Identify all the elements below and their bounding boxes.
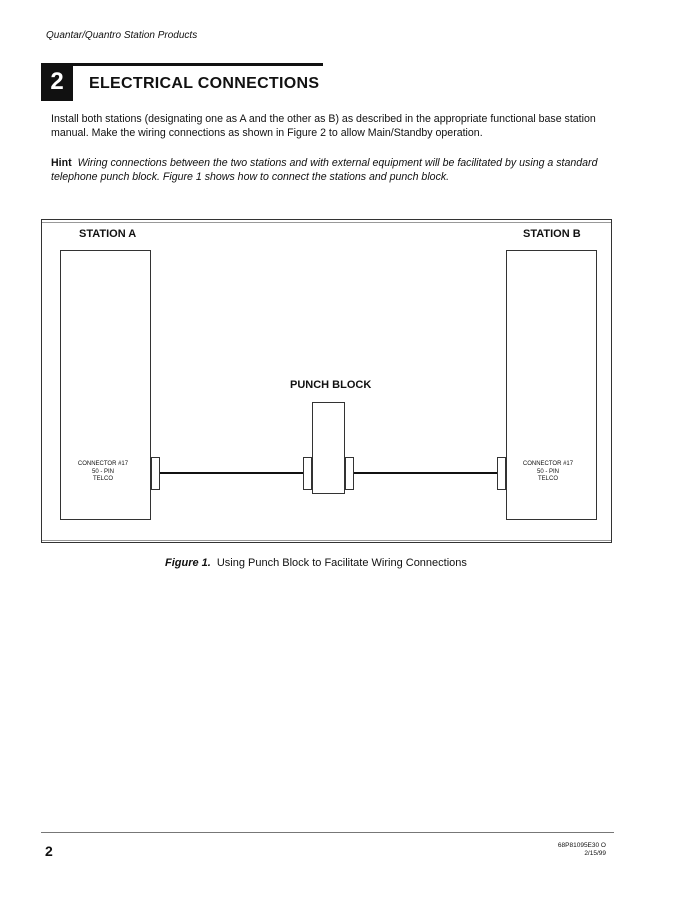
caption-label: Figure 1.: [165, 557, 211, 569]
page-number: 2: [45, 843, 53, 859]
chapter-number: 2: [41, 63, 73, 101]
figure-inner-rule-bottom: [42, 540, 611, 541]
connector-a-label: [63, 461, 143, 484]
hint-text: Wiring connections between the two stations and with external equipment will be facilitated by using a standard telephone punch block. Figure 1 shows how to connect the stations and punch block.: [51, 157, 598, 183]
connector-b-name: CONNECTOR #17: [522, 461, 574, 467]
connector-b-label: [508, 461, 588, 484]
hint-label: Hint: [51, 157, 72, 169]
connector-b-stub: [497, 457, 506, 490]
chapter-title: ELECTRICAL CONNECTIONS: [89, 75, 320, 92]
figure-inner-rule-top: [42, 222, 611, 223]
connector-a-type: TELCO: [92, 476, 113, 482]
wire-punch-block-to-station-b: [354, 472, 497, 474]
connector-a-name: CONNECTOR #17: [77, 461, 129, 467]
connector-a-stub: [151, 457, 160, 490]
station-a-label: STATION A: [79, 228, 137, 240]
footer-rule: [41, 832, 614, 833]
station-b-label: STATION B: [523, 228, 581, 240]
connector-a-pins: 50 - PIN: [91, 468, 114, 475]
caption-text: Using Punch Block to Facilitate Wiring Connections: [216, 557, 467, 569]
punch-block-left-stub: [303, 457, 312, 490]
punch-block: [312, 402, 345, 494]
connector-b-pins: 50 - PIN: [536, 468, 559, 475]
doc-number: 68P81095E30 O: [557, 842, 606, 849]
running-header: Quantar/Quantro Station Products: [46, 30, 198, 41]
hint-paragraph: [51, 156, 621, 184]
doc-date: 2/15/99: [584, 850, 606, 857]
figure-caption: [165, 557, 467, 569]
connector-b-type: TELCO: [537, 476, 558, 482]
wire-station-a-to-punch-block: [160, 472, 303, 474]
footer-doc-info: [540, 842, 606, 858]
punch-block-right-stub: [345, 457, 354, 490]
punch-block-label: PUNCH BLOCK: [290, 379, 372, 391]
chapter-rule: [73, 63, 323, 66]
body-paragraph: Install both stations (designating one as A and the other as B) as described in the appropriate functional base station manual. Make the wiring connections as shown in Figure 2 to allow Main/Standby operation.: [51, 113, 596, 139]
